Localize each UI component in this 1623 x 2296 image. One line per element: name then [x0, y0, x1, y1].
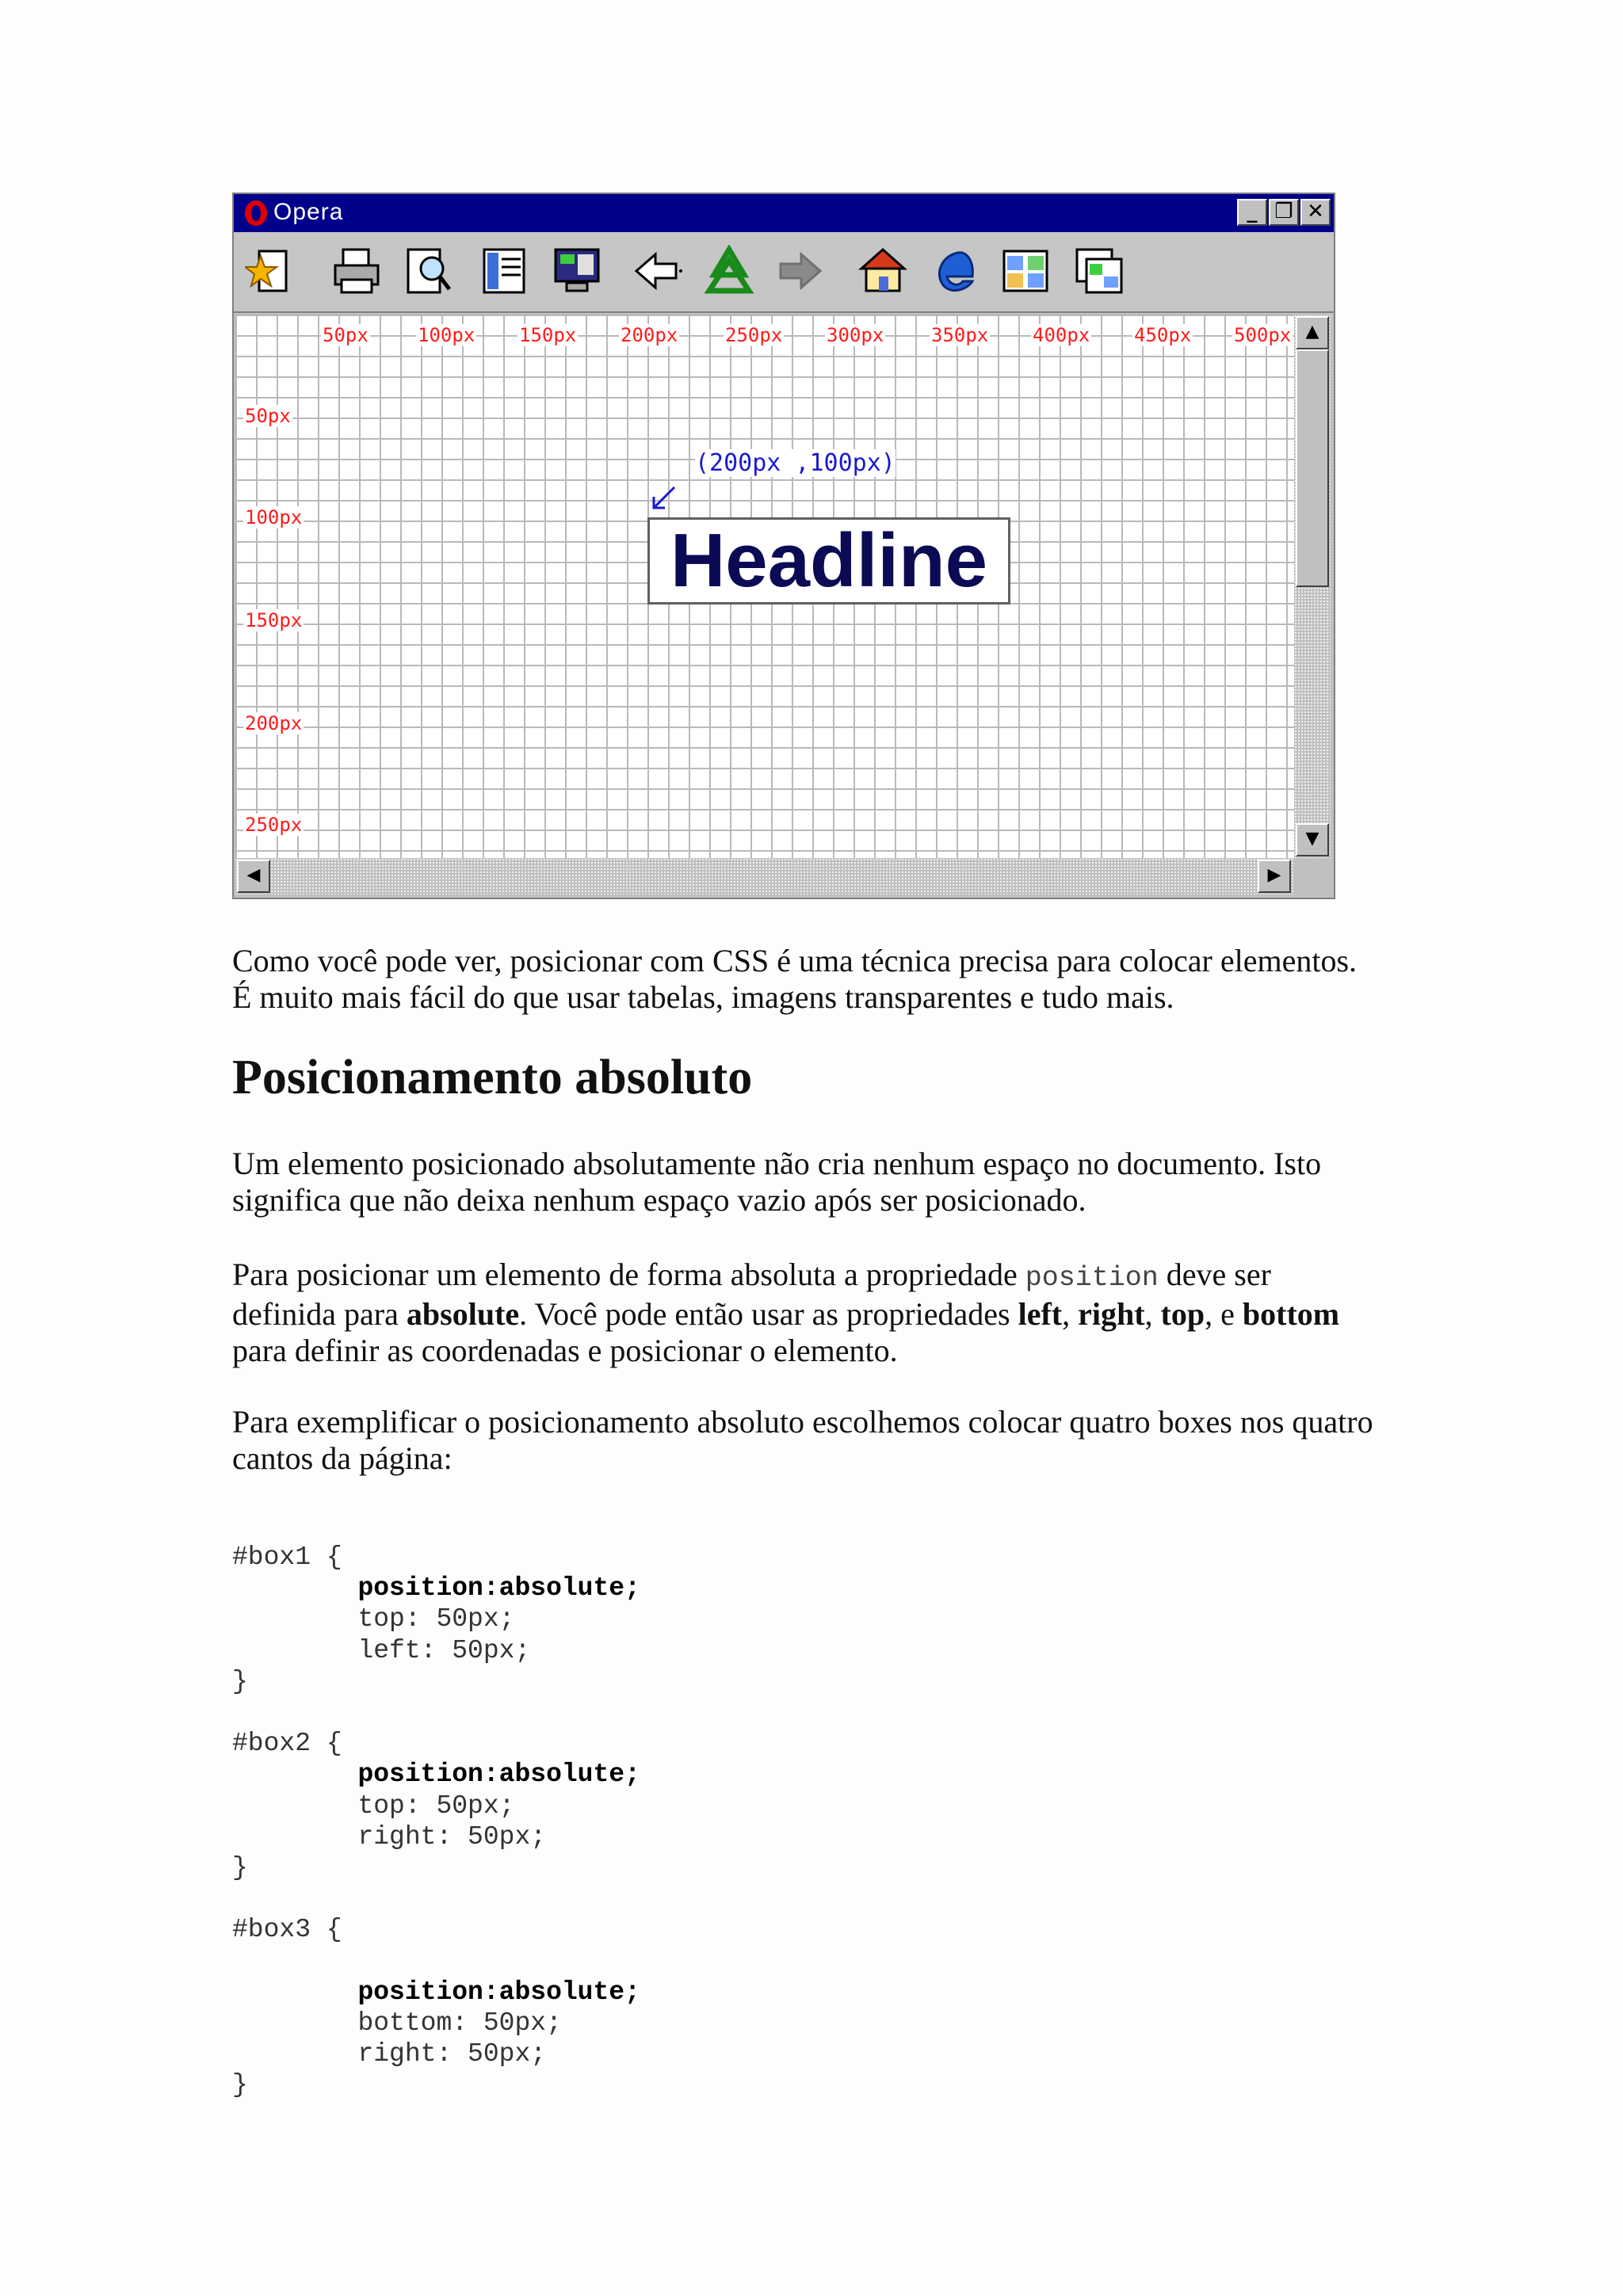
- ruler-x-label: 450px: [1134, 324, 1192, 346]
- display-icon[interactable]: [551, 245, 603, 297]
- usage-paragraph: Para posicionar um elemento de forma absoluta a propriedade position deve ser definida para absolute. Você pode então usar as propriedades left, right, top, e bottom para definir as coordenadas e posicionar o elemento.: [232, 1257, 1340, 1368]
- ruler-x-label: 150px: [519, 324, 577, 346]
- example-line-1: Para exemplificar o posicionamento absoluto escolhemos colocar quatro boxes nos quatro: [232, 1404, 1373, 1440]
- scroll-up-button[interactable]: ▲: [1296, 316, 1329, 349]
- window-title: Opera: [273, 199, 344, 225]
- definition-line-2: significa que não deixa nenhum espaço vazio após ser posicionado.: [232, 1182, 1086, 1218]
- vertical-scroll-thumb[interactable]: [1296, 349, 1329, 587]
- intro-paragraph: [232, 943, 1421, 1016]
- title-bar: [234, 194, 1334, 232]
- scroll-left-button[interactable]: ◀: [237, 860, 270, 893]
- close-button[interactable]: ✕: [1300, 199, 1331, 226]
- intro-line-1: Como você pode ver, posicionar com CSS é uma técnica precisa para colocar elementos.: [232, 943, 1358, 978]
- ruler-y-label: 100px: [245, 506, 303, 528]
- section-heading: Posicionamento absoluto: [232, 1051, 753, 1104]
- example-paragraph: [232, 1404, 1421, 1477]
- keyword-left: left: [1018, 1296, 1063, 1332]
- document-icon[interactable]: [478, 245, 530, 297]
- search-icon[interactable]: [402, 245, 454, 297]
- ruler-x-label: 200px: [621, 324, 678, 346]
- css-code-block: #box1 { position:absolute; top: 50px; left: 50px; } #box2 { position:absolute; top: 50px; right: 50px; } #box3 { position:absolute; bottom: 50px; right: 50px; }: [232, 1543, 640, 2100]
- opera-logo-icon: [242, 199, 270, 227]
- ruler-x-label: 500px: [1234, 324, 1292, 346]
- intro-line-2: É muito mais fácil do que usar tabelas, imagens transparentes e tudo mais.: [232, 979, 1174, 1015]
- ruler-y-label: 150px: [245, 609, 303, 631]
- horizontal-scrollbar[interactable]: [235, 858, 1294, 894]
- vertical-scrollbar[interactable]: [1294, 315, 1331, 858]
- print-icon[interactable]: [330, 245, 383, 297]
- keyword-absolute: absolute: [406, 1296, 520, 1332]
- scroll-right-button[interactable]: ▶: [1258, 860, 1291, 893]
- forward-icon[interactable]: [773, 245, 825, 297]
- coordinate-label: (200px ,100px): [695, 449, 896, 477]
- restore-button[interactable]: ❐: [1269, 199, 1299, 226]
- ruler-x-label: 350px: [931, 324, 989, 346]
- ruler-x-label: 300px: [827, 324, 884, 346]
- opera-window-screenshot: [232, 193, 1335, 899]
- back-icon[interactable]: [632, 245, 684, 297]
- ruler-x-label: 100px: [418, 324, 475, 346]
- ruler-y-label: 50px: [245, 405, 291, 427]
- definition-line-1: Um elemento posicionado absolutamente não cria nenhum espaço no documento. Isto: [232, 1146, 1322, 1181]
- keyword-top: top: [1160, 1296, 1205, 1332]
- toolbar: [234, 232, 1334, 313]
- ruler-y-label: 250px: [245, 814, 303, 836]
- ie-icon[interactable]: [926, 245, 979, 297]
- ruler-x-label: 50px: [323, 324, 369, 346]
- headline-box: Headline: [647, 517, 1010, 605]
- cascade-icon[interactable]: [1072, 245, 1125, 297]
- minimize-button[interactable]: _: [1237, 199, 1267, 226]
- scroll-down-button[interactable]: ▼: [1296, 823, 1329, 856]
- ruler-x-label: 250px: [725, 324, 783, 346]
- keyword-right: right: [1078, 1296, 1145, 1332]
- reload-icon[interactable]: [703, 245, 755, 297]
- keyword-bottom: bottom: [1242, 1296, 1340, 1332]
- definition-paragraph: [232, 1146, 1421, 1219]
- tile-icon[interactable]: [999, 245, 1052, 297]
- hotlist-icon[interactable]: [245, 245, 297, 297]
- home-icon[interactable]: [857, 245, 909, 297]
- example-line-2: cantos da página:: [232, 1440, 453, 1476]
- inline-code-position: position: [1025, 1262, 1159, 1294]
- diagonal-arrow-icon: [647, 482, 679, 514]
- ruler-y-label: 200px: [245, 712, 303, 734]
- page-viewport-grid: [235, 315, 1294, 858]
- ruler-x-label: 400px: [1033, 324, 1090, 346]
